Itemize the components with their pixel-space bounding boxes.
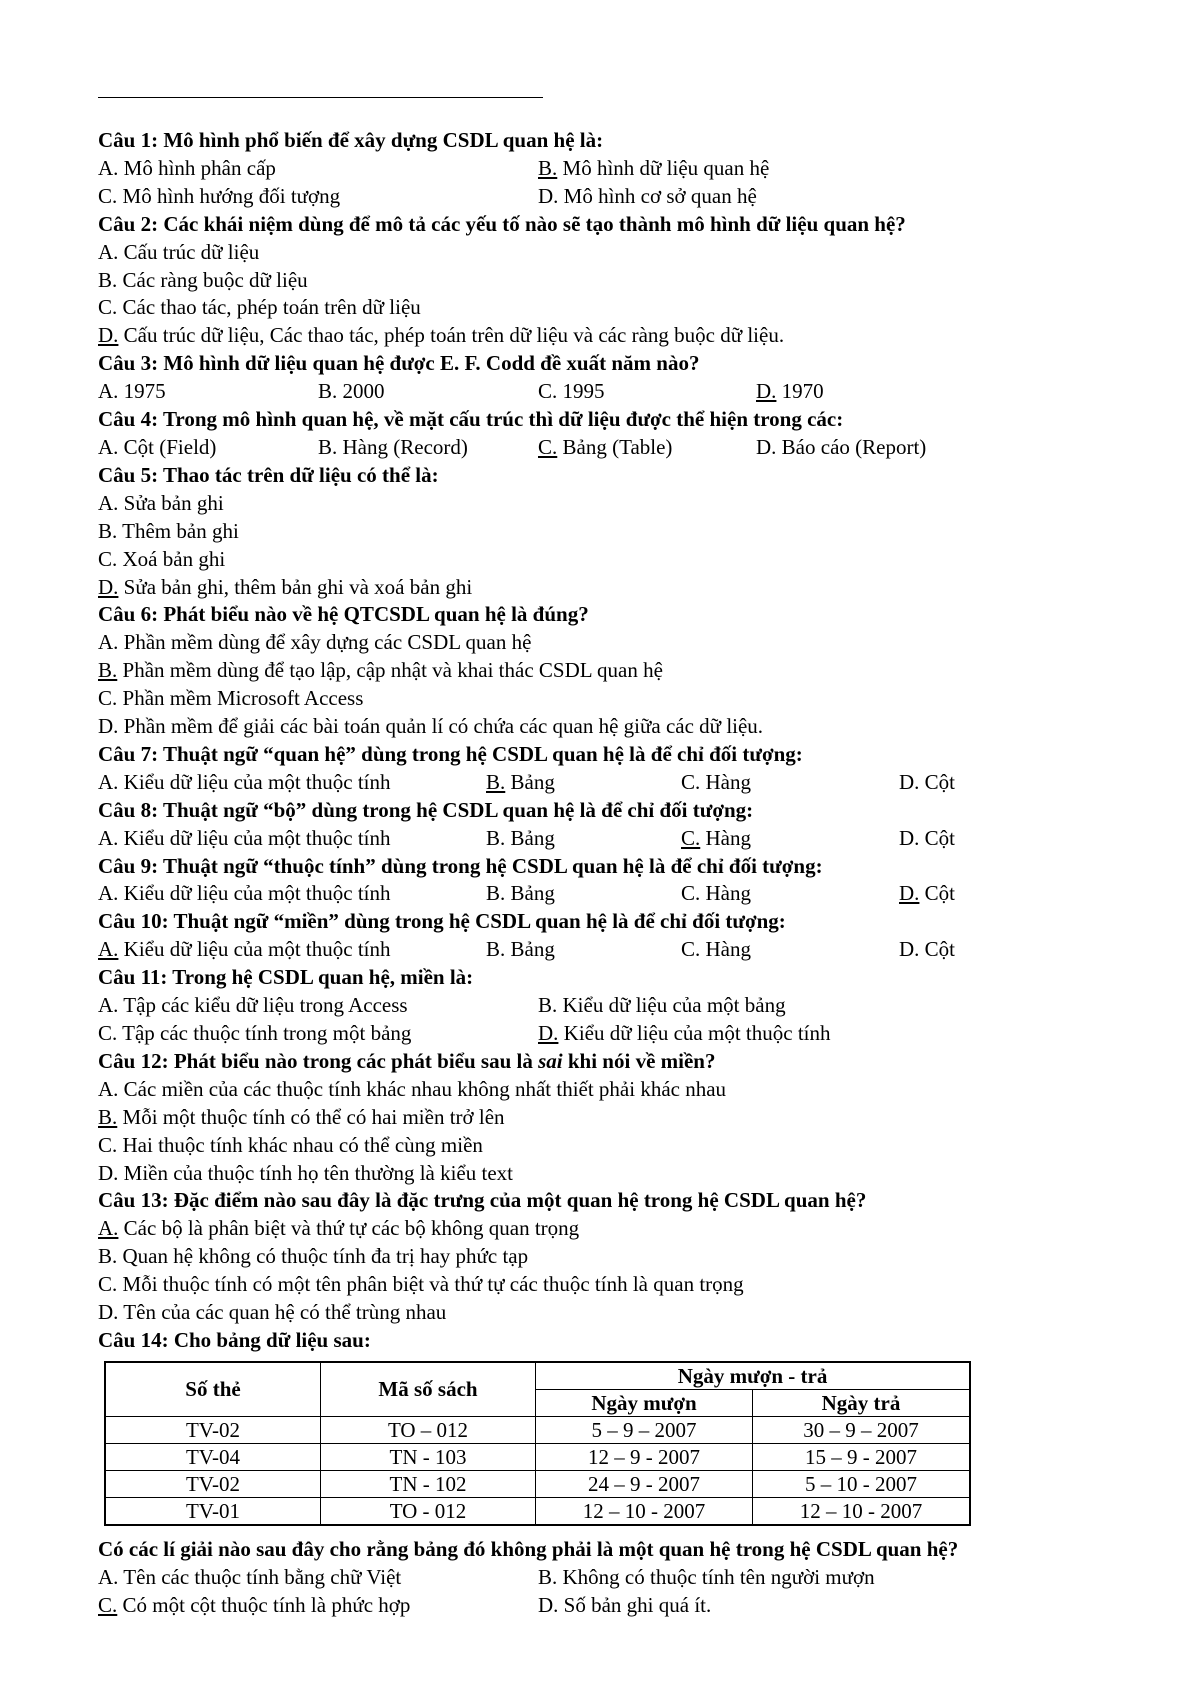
question-block bbox=[98, 853, 1158, 909]
option-row bbox=[98, 378, 1158, 406]
option-text: Mỗi một thuộc tính có thể có hai miền trở lên bbox=[117, 1104, 505, 1129]
option-letter: A. bbox=[98, 769, 119, 794]
option-text: Tập các thuộc tính trong một bảng bbox=[117, 1021, 412, 1045]
option-row bbox=[98, 880, 1158, 908]
option-text: Phần mềm để giải các bài toán quản lí có chứa các quan hệ giữa các dữ liệu. bbox=[118, 714, 764, 739]
option-letter: B. bbox=[98, 1104, 118, 1129]
option-text: Xoá bản ghi bbox=[117, 546, 226, 571]
option-text: Mỗi thuộc tính có một tên phân biệt và thứ tự các thuộc tính là quan trọng bbox=[117, 1272, 744, 1297]
table-cell: 5 – 9 – 2007 bbox=[536, 1416, 753, 1443]
question-title: Câu 1: Mô hình phổ biến để xây dựng CSDL quan hệ là: bbox=[98, 128, 604, 152]
option-row bbox=[98, 1020, 1158, 1048]
question-block bbox=[98, 1187, 1158, 1327]
answer-option bbox=[98, 1299, 446, 1327]
option-letter: B. bbox=[538, 993, 558, 1018]
question-title: Câu 9: Thuật ngữ “thuộc tính” dùng trong hệ CSDL quan hệ là để chỉ đối tượng: bbox=[98, 853, 823, 878]
option-letter: A. bbox=[98, 630, 119, 655]
option-text: Mô hình phân cấp bbox=[118, 155, 276, 180]
option-text: Hàng (Record) bbox=[337, 434, 468, 459]
option-text: Phần mềm dùng để tạo lập, cập nhật và khai thác CSDL quan hệ bbox=[117, 658, 663, 683]
answer-option bbox=[538, 155, 769, 183]
answer-option bbox=[98, 267, 308, 295]
option-row bbox=[98, 267, 1158, 295]
option-letter: D. bbox=[538, 1021, 559, 1045]
answer-option bbox=[538, 1592, 711, 1620]
option-letter: A. bbox=[98, 881, 119, 906]
option-text: Phần mềm dùng để xây dựng các CSDL quan hệ bbox=[118, 630, 532, 655]
option-letter: B. bbox=[538, 155, 558, 180]
answer-option bbox=[899, 936, 955, 964]
option-row bbox=[98, 183, 1158, 211]
table-cell: 30 – 9 – 2007 bbox=[753, 1416, 971, 1443]
question-title: Câu 4: Trong mô hình quan hệ, về mặt cấu trúc thì dữ liệu được thể hiện trong các: bbox=[98, 407, 844, 432]
option-text: Báo cáo (Report) bbox=[776, 434, 927, 459]
option-letter: C. bbox=[98, 1272, 118, 1297]
answer-option bbox=[681, 769, 899, 797]
option-letter: C. bbox=[681, 769, 701, 794]
option-text: Hàng bbox=[700, 937, 752, 962]
table-cell: 12 – 9 - 2007 bbox=[536, 1443, 753, 1470]
table-header-row bbox=[105, 1362, 970, 1390]
option-row bbox=[98, 1592, 1158, 1620]
table-row bbox=[105, 1443, 970, 1470]
question-block bbox=[98, 211, 1158, 351]
option-row bbox=[98, 239, 1158, 267]
option-letter: C. bbox=[681, 881, 701, 906]
option-letter: D. bbox=[899, 937, 920, 962]
option-row bbox=[98, 1076, 1158, 1104]
option-letter: C. bbox=[98, 295, 118, 320]
question-block bbox=[98, 350, 1158, 406]
option-letter: A. bbox=[98, 379, 119, 404]
option-letter: D. bbox=[98, 1160, 119, 1185]
option-letter: B. bbox=[486, 881, 506, 906]
answer-option bbox=[538, 1564, 875, 1592]
table-cell: 5 – 10 - 2007 bbox=[753, 1470, 971, 1497]
question-title: Câu 7: Thuật ngữ “quan hệ” dùng trong hệ CSDL quan hệ là để chỉ đối tượng: bbox=[98, 741, 803, 766]
option-row bbox=[98, 1243, 1158, 1271]
option-text: Kiểu dữ liệu của một bảng bbox=[557, 993, 786, 1018]
option-letter: D. bbox=[899, 881, 920, 906]
option-letter: A. bbox=[98, 937, 119, 962]
answer-option bbox=[899, 769, 955, 797]
answer-option bbox=[98, 880, 486, 908]
answer-option bbox=[98, 1564, 538, 1592]
answer-option bbox=[756, 378, 824, 406]
table-cell: TV-02 bbox=[105, 1416, 321, 1443]
option-text: Mô hình dữ liệu quan hệ bbox=[557, 155, 770, 180]
option-letter: D. bbox=[756, 434, 777, 459]
option-text: Quan hệ không có thuộc tính đa trị hay phức tạp bbox=[117, 1244, 529, 1269]
option-text: Cột bbox=[919, 769, 956, 794]
table-cell: 12 – 10 - 2007 bbox=[536, 1497, 753, 1525]
table-cell: 24 – 9 - 2007 bbox=[536, 1470, 753, 1497]
option-text: Cột bbox=[919, 881, 956, 906]
answer-option bbox=[538, 434, 756, 462]
option-row bbox=[98, 1132, 1158, 1160]
table-cell: TV-04 bbox=[105, 1443, 321, 1470]
answer-option bbox=[98, 1215, 579, 1243]
answer-option bbox=[899, 880, 955, 908]
option-text: Cấu trúc dữ liệu, Các thao tác, phép toán trên dữ liệu và các ràng buộc dữ liệu. bbox=[118, 323, 785, 348]
option-row bbox=[98, 992, 1158, 1020]
question-title: Câu 11: Trong hệ CSDL quan hệ, miền là: bbox=[98, 965, 474, 990]
option-text: Các bộ là phân biệt và thứ tự các bộ không quan trọng bbox=[118, 1216, 580, 1241]
header-ngay-tra: Ngày trả bbox=[753, 1389, 971, 1416]
option-letter: D. bbox=[98, 1300, 119, 1325]
option-text: Hai thuộc tính khác nhau có thể cùng miền bbox=[117, 1132, 483, 1157]
option-letter: D. bbox=[538, 183, 559, 208]
header-ngay-muon: Ngày mượn bbox=[536, 1389, 753, 1416]
answer-option bbox=[681, 936, 899, 964]
option-letter: A. bbox=[98, 1564, 119, 1589]
emphasis-word: sai bbox=[538, 1048, 563, 1073]
option-letter: C. bbox=[98, 183, 118, 208]
answer-option bbox=[98, 992, 538, 1020]
option-letter: D. bbox=[538, 1592, 559, 1617]
option-text: Tập các kiểu dữ liệu trong Access bbox=[118, 993, 408, 1018]
option-letter: C. bbox=[98, 546, 118, 571]
option-row bbox=[98, 1271, 1158, 1299]
option-text: Kiểu dữ liệu của một thuộc tính bbox=[118, 769, 391, 794]
option-letter: C. bbox=[98, 1021, 118, 1045]
option-text: 2000 bbox=[337, 379, 385, 404]
option-row bbox=[98, 685, 1158, 713]
data-table bbox=[104, 1361, 971, 1526]
option-text: Các ràng buộc dữ liệu bbox=[117, 267, 308, 292]
option-text: Tên các thuộc tính bằng chữ Việt bbox=[118, 1564, 402, 1589]
option-text: Mô hình cơ sở quan hệ bbox=[558, 183, 757, 208]
question-title: Câu 8: Thuật ngữ “bộ” dùng trong hệ CSDL quan hệ là để chỉ đối tượng: bbox=[98, 797, 754, 822]
option-letter: D. bbox=[98, 574, 119, 599]
option-text: Không có thuộc tính tên người mượn bbox=[557, 1564, 875, 1589]
answer-option bbox=[98, 155, 538, 183]
option-row bbox=[98, 546, 1158, 574]
question-block bbox=[98, 406, 1158, 462]
table-row bbox=[105, 1416, 970, 1443]
option-text: Bảng bbox=[505, 825, 555, 850]
option-row bbox=[98, 1299, 1158, 1327]
option-letter: A. bbox=[98, 825, 119, 850]
answer-option bbox=[98, 378, 318, 406]
option-text: Số bản ghi quá ít. bbox=[558, 1592, 712, 1617]
answer-option bbox=[98, 936, 486, 964]
answer-option bbox=[756, 434, 926, 462]
table-cell: TO - 012 bbox=[321, 1497, 536, 1525]
answer-option bbox=[98, 1076, 726, 1104]
option-letter: B. bbox=[98, 658, 118, 683]
option-letter: C. bbox=[681, 825, 701, 850]
option-letter: A. bbox=[98, 1076, 119, 1101]
header-rule bbox=[98, 97, 543, 98]
answer-option bbox=[98, 322, 784, 350]
header-ma-so-sach: Mã số sách bbox=[321, 1362, 536, 1417]
answer-option bbox=[486, 769, 681, 797]
answer-option bbox=[318, 434, 538, 462]
question-title: Câu 3: Mô hình dữ liệu quan hệ được E. F. Codd đề xuất năm nào? bbox=[98, 351, 700, 376]
option-text: Tên của các quan hệ có thể trùng nhau bbox=[118, 1300, 447, 1325]
option-letter: D. bbox=[98, 714, 119, 739]
option-letter: A. bbox=[98, 434, 119, 459]
answer-option bbox=[98, 1020, 538, 1048]
table-cell: TN - 102 bbox=[321, 1470, 536, 1497]
table-row bbox=[105, 1470, 970, 1497]
answer-option bbox=[98, 490, 224, 518]
option-text: Sửa bản ghi bbox=[118, 490, 224, 515]
option-text: Hàng bbox=[700, 769, 752, 794]
option-letter: B. bbox=[98, 267, 118, 292]
question-list bbox=[98, 127, 1158, 1620]
table-cell: TO – 012 bbox=[321, 1416, 536, 1443]
option-text: Bảng bbox=[505, 769, 555, 794]
answer-option bbox=[681, 880, 899, 908]
option-text: 1975 bbox=[118, 379, 166, 404]
option-text: Hàng bbox=[700, 881, 752, 906]
option-text: 1970 bbox=[776, 379, 824, 404]
option-row bbox=[98, 1104, 1158, 1132]
title-part: khi nói về miền? bbox=[562, 1048, 716, 1073]
question-block bbox=[98, 1048, 1158, 1188]
option-letter: B. bbox=[318, 434, 338, 459]
option-text: Sửa bản ghi, thêm bản ghi và xoá bản ghi bbox=[118, 574, 473, 599]
answer-option bbox=[486, 825, 681, 853]
option-text: Có một cột thuộc tính là phức hợp bbox=[117, 1592, 411, 1617]
question-block bbox=[98, 127, 1158, 211]
table-cell: TN - 103 bbox=[321, 1443, 536, 1470]
option-text: Bảng bbox=[505, 937, 555, 962]
option-text: Bảng (Table) bbox=[557, 434, 673, 459]
table-cell: TV-02 bbox=[105, 1470, 321, 1497]
answer-option bbox=[538, 183, 757, 211]
option-letter: C. bbox=[98, 686, 118, 711]
option-letter: C. bbox=[538, 434, 558, 459]
option-text: Cột (Field) bbox=[118, 434, 217, 459]
option-text: Kiểu dữ liệu của một thuộc tính bbox=[118, 937, 391, 962]
option-row bbox=[98, 629, 1158, 657]
question-block bbox=[98, 1536, 1158, 1620]
answer-option bbox=[98, 657, 663, 685]
option-row bbox=[98, 825, 1158, 853]
answer-option bbox=[98, 183, 538, 211]
header-ngay-muon-tra: Ngày mượn - trả bbox=[536, 1362, 971, 1390]
option-row bbox=[98, 518, 1158, 546]
answer-option bbox=[318, 378, 538, 406]
option-row bbox=[98, 936, 1158, 964]
option-text: Kiểu dữ liệu của một thuộc tính bbox=[118, 825, 391, 850]
question-block bbox=[98, 964, 1158, 1048]
question-title: Câu 2: Các khái niệm dùng để mô tả các yếu tố nào sẽ tạo thành mô hình dữ liệu quan hệ? bbox=[98, 211, 906, 236]
option-letter: C. bbox=[538, 379, 558, 404]
table-cell: 12 – 10 - 2007 bbox=[753, 1497, 971, 1525]
table-row bbox=[105, 1497, 970, 1525]
option-text: 1995 bbox=[557, 379, 605, 404]
question-title: Câu 14: Cho bảng dữ liệu sau: bbox=[98, 1327, 371, 1352]
option-letter: C. bbox=[98, 1592, 118, 1617]
option-row bbox=[98, 769, 1158, 797]
option-letter: C. bbox=[98, 1132, 118, 1157]
header-so-the: Số thẻ bbox=[105, 1362, 321, 1417]
option-row bbox=[98, 434, 1158, 462]
option-row bbox=[98, 1564, 1158, 1592]
option-row bbox=[98, 574, 1158, 602]
answer-option bbox=[98, 713, 763, 741]
option-text: Cấu trúc dữ liệu bbox=[118, 239, 260, 264]
answer-option bbox=[486, 936, 681, 964]
option-text: Các thao tác, phép toán trên dữ liệu bbox=[117, 295, 421, 320]
option-letter: A. bbox=[98, 993, 119, 1018]
option-letter: B. bbox=[98, 518, 118, 543]
question-block bbox=[98, 797, 1158, 853]
question-title: Câu 13: Đặc điểm nào sau đây là đặc trưng của một quan hệ trong hệ CSDL quan hệ? bbox=[98, 1188, 867, 1213]
option-row bbox=[98, 155, 1158, 183]
option-row bbox=[98, 1215, 1158, 1243]
answer-option bbox=[98, 239, 259, 267]
answer-option bbox=[98, 1271, 744, 1299]
answer-option bbox=[538, 992, 786, 1020]
option-text: Cột bbox=[919, 825, 956, 850]
table-cell: TV-01 bbox=[105, 1497, 321, 1525]
option-letter: B. bbox=[98, 1244, 118, 1269]
option-letter: B. bbox=[486, 825, 506, 850]
option-letter: D. bbox=[756, 379, 777, 404]
option-text: Kiểu dữ liệu của một thuộc tính bbox=[558, 1021, 831, 1045]
question-title: Có các lí giải nào sau đây cho rằng bảng đó không phải là một quan hệ trong hệ CSDL quan hệ? bbox=[98, 1536, 959, 1561]
answer-option bbox=[98, 1160, 513, 1188]
option-letter: A. bbox=[98, 239, 119, 264]
option-text: Các miền của các thuộc tính khác nhau không nhất thiết phải khác nhau bbox=[118, 1076, 727, 1101]
option-row bbox=[98, 490, 1158, 518]
option-text: Thêm bản ghi bbox=[117, 518, 239, 543]
option-text: Miền của thuộc tính họ tên thường là kiểu text bbox=[118, 1160, 513, 1185]
question-title: Câu 5: Thao tác trên dữ liệu có thể là: bbox=[98, 462, 439, 487]
answer-option bbox=[98, 294, 421, 322]
answer-option bbox=[98, 629, 531, 657]
answer-option bbox=[98, 574, 472, 602]
option-letter: D. bbox=[98, 323, 119, 348]
title-part: Câu 12: Phát biểu nào trong các phát biểu sau là bbox=[98, 1048, 539, 1073]
answer-option bbox=[538, 378, 756, 406]
option-row bbox=[98, 657, 1158, 685]
question-block bbox=[98, 462, 1158, 602]
answer-option bbox=[98, 1104, 505, 1132]
answer-option bbox=[98, 769, 486, 797]
answer-option bbox=[538, 1020, 831, 1048]
option-letter: B. bbox=[318, 379, 338, 404]
option-letter: A. bbox=[98, 1216, 119, 1241]
question-block bbox=[98, 601, 1158, 741]
answer-option bbox=[98, 1592, 538, 1620]
question-block bbox=[98, 1327, 1158, 1355]
answer-option bbox=[98, 685, 363, 713]
option-letter: A. bbox=[98, 155, 119, 180]
option-text: Phần mềm Microsoft Access bbox=[117, 686, 364, 711]
answer-option bbox=[98, 1132, 483, 1160]
option-letter: A. bbox=[98, 490, 119, 515]
option-letter: D. bbox=[899, 769, 920, 794]
answer-option bbox=[98, 1243, 528, 1271]
answer-option bbox=[98, 825, 486, 853]
option-letter: B. bbox=[486, 769, 506, 794]
option-text: Cột bbox=[919, 937, 956, 962]
answer-option bbox=[681, 825, 899, 853]
answer-option bbox=[98, 434, 318, 462]
option-text: Mô hình hướng đối tượng bbox=[117, 183, 341, 208]
option-text: Hàng bbox=[700, 825, 752, 850]
option-row bbox=[98, 713, 1158, 741]
answer-option bbox=[98, 546, 225, 574]
answer-option bbox=[98, 518, 239, 546]
option-letter: D. bbox=[899, 825, 920, 850]
option-row bbox=[98, 294, 1158, 322]
option-row bbox=[98, 1160, 1158, 1188]
question-block bbox=[98, 741, 1158, 797]
answer-option bbox=[899, 825, 955, 853]
option-text: Bảng bbox=[505, 881, 555, 906]
option-letter: B. bbox=[486, 937, 506, 962]
option-text: Kiểu dữ liệu của một thuộc tính bbox=[118, 881, 391, 906]
option-row bbox=[98, 322, 1158, 350]
question-title: Câu 10: Thuật ngữ “miền” dùng trong hệ CSDL quan hệ là để chỉ đối tượng: bbox=[98, 909, 786, 934]
question-title bbox=[98, 1048, 1158, 1076]
question-block bbox=[98, 908, 1158, 964]
table-cell: 15 – 9 - 2007 bbox=[753, 1443, 971, 1470]
answer-option bbox=[486, 880, 681, 908]
option-letter: B. bbox=[538, 1564, 558, 1589]
question-title: Câu 6: Phát biểu nào về hệ QTCSDL quan hệ là đúng? bbox=[98, 602, 589, 627]
option-letter: C. bbox=[681, 937, 701, 962]
